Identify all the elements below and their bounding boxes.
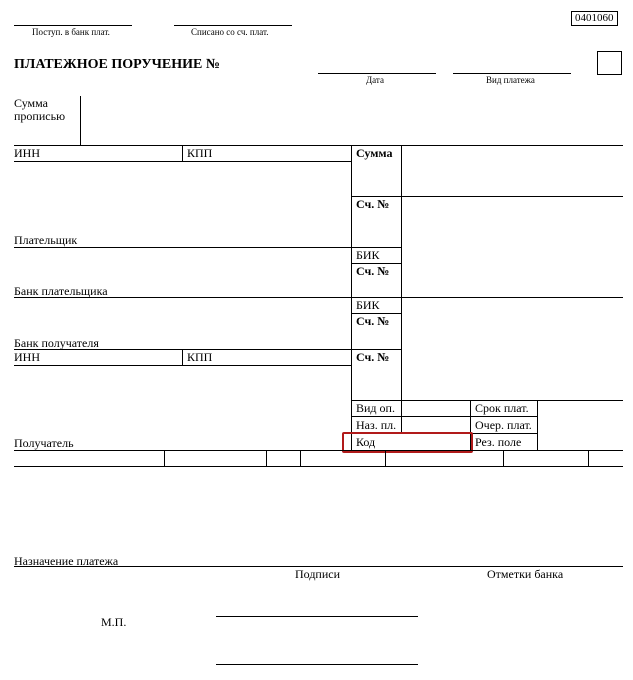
recipient-inn-kpp-divider: [182, 349, 183, 365]
payer-bik-label: БИК: [356, 248, 380, 262]
recipient-kpp-label: КПП: [187, 350, 213, 364]
payer-bank-label: Банк плательщика: [14, 284, 108, 298]
operation-type-label: Вид оп.: [356, 401, 395, 415]
recipient-bank-account-label: Сч. №: [356, 314, 390, 328]
signatures-label: Подписи: [295, 567, 341, 581]
deadline-label: Срок плат.: [475, 401, 529, 415]
payer-bank-account-label: Сч. №: [356, 264, 390, 278]
received-line[interactable]: [14, 25, 132, 26]
page-title: ПЛАТЕЖНОЕ ПОРУЧЕНИЕ №: [14, 57, 220, 72]
payer-kpp-label: КПП: [187, 146, 213, 160]
recipient-bik-label: БИК: [356, 298, 380, 312]
payer-account-label: Сч. №: [356, 197, 390, 211]
payment-type-line[interactable]: [453, 73, 571, 74]
tax-cell-divider-5: [503, 450, 504, 466]
bank-marks-label: Отметки банка: [487, 567, 564, 581]
value-divider: [401, 145, 402, 400]
payer-bottom: [14, 247, 401, 248]
tax-cell-divider-1: [164, 450, 165, 466]
received-label: Поступ. в банк плат.: [32, 27, 110, 37]
debited-label: Списано со сч. плат.: [191, 27, 269, 37]
recipient-bank-label: Банк получателя: [14, 336, 99, 350]
debited-line[interactable]: [174, 25, 292, 26]
sum-label: Сумма: [356, 146, 393, 160]
tax-row-bottom: [14, 466, 623, 467]
reserve-field-label: Рез. поле: [475, 435, 522, 449]
tax-cell-divider-6: [588, 450, 589, 466]
payment-purpose-label: Назначение платежа: [14, 554, 119, 568]
purpose-code-label: Наз. пл.: [356, 418, 397, 432]
operation-row-1: [351, 416, 537, 417]
sum-in-words-label: Сумма прописью: [14, 96, 66, 123]
recipient-bottom: [14, 450, 623, 451]
form-code: 0401060: [571, 11, 618, 26]
sum-bottom: [351, 196, 623, 197]
signature-line-1[interactable]: [216, 616, 418, 617]
recipient-inn-kpp-bottom: [14, 365, 351, 366]
sum-in-words-divider: [80, 96, 81, 145]
payer-label: Плательщик: [14, 233, 78, 247]
payer-inn-kpp-bottom: [14, 161, 351, 162]
date-line[interactable]: [318, 73, 436, 74]
payment-status-box[interactable]: [597, 51, 622, 75]
tax-cell-divider-2: [266, 450, 267, 466]
payer-inn-kpp-divider: [182, 145, 183, 161]
code-label: Код: [356, 435, 376, 449]
recipient-label: Получатель: [14, 436, 74, 450]
tax-cell-divider-3: [300, 450, 301, 466]
recipient-inn-label: ИНН: [14, 350, 40, 364]
date-label: Дата: [366, 75, 384, 85]
payment-type-label: Вид платежа: [486, 75, 535, 85]
sum-in-words-bottom: [14, 145, 623, 146]
recipient-account-label: Сч. №: [356, 350, 390, 364]
priority-label: Очер. плат.: [475, 418, 532, 432]
operation-col-divider-2: [537, 400, 538, 450]
stamp-label: М.П.: [101, 615, 127, 629]
payer-inn-label: ИНН: [14, 146, 40, 160]
signature-line-2[interactable]: [216, 664, 418, 665]
tax-cell-divider-4: [385, 450, 386, 466]
payer-bank-bottom: [14, 297, 623, 298]
